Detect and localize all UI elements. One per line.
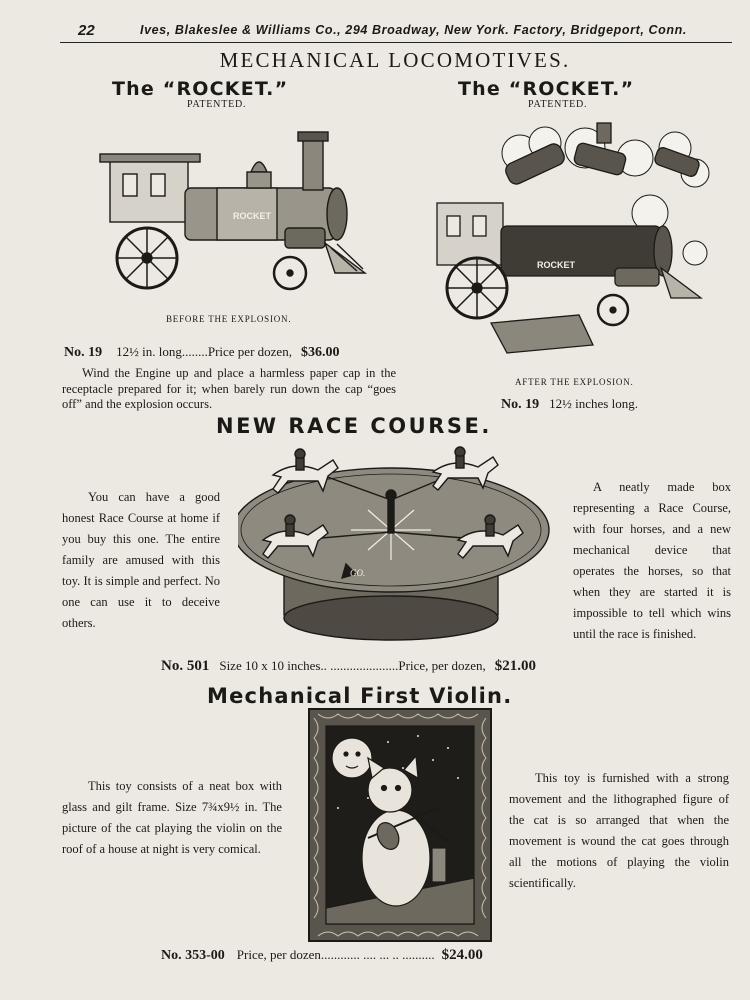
engine-label-left: ROCKET: [233, 211, 271, 221]
item-number: No. 501: [161, 658, 210, 674]
violin-left-text: This toy consists of a neat box with glass and gilt frame. Size 7¾x9½ in. The picture of the cat playing the violin on the roof of a house at night is very comical.: [62, 779, 282, 856]
item-number: No. 19: [501, 397, 540, 412]
item-number: No. 353-00: [161, 948, 225, 963]
page-number: 22: [78, 22, 95, 39]
violin-price-line: [161, 946, 483, 964]
race-course-price-line: [161, 657, 536, 675]
item-price: $24.00: [441, 947, 483, 963]
rocket-description: Wind the Engine up and place a harmless paper cap in the receptacle prepared for it; when barely run down the cap “goes off” and the explosion occurs.: [62, 366, 396, 411]
section-title-locomotives: MECHANICAL LOCOMOTIVES.: [219, 48, 571, 72]
engine-label-right: ROCKET: [537, 260, 575, 270]
violin-right-text: This toy is furnished with a strong movement and the lithographed figure of the cat is so arranged that when the movement is wound the cat goes through all the motions of playing the violin scientifically.: [509, 771, 729, 890]
item-number: No. 19: [64, 345, 103, 360]
rocket-right-title: The “ROCKET.”: [458, 78, 635, 100]
rocket-left-patented: PATENTED.: [187, 99, 247, 110]
violin-cat-illustration: [308, 708, 492, 942]
section-title-violin: Mechanical First Violin.: [207, 684, 513, 708]
item-size: Price, per dozen............ .... ... .. ..........: [236, 947, 435, 962]
section-title-race-course: NEW RACE COURSE.: [216, 414, 492, 438]
race-course-left-text: You can have a good honest Race Course at home if you buy this one. The entire family are amused with this toy. It is simple and perfect. No one can use it to deceive others.: [62, 490, 220, 630]
rocket-right-patented: PATENTED.: [528, 99, 588, 110]
caption-before: BEFORE THE EXPLOSION.: [166, 314, 292, 324]
item-size: 12½ in. long........Price per dozen,: [116, 344, 292, 359]
race-course-right-text: A neatly made box representing a Race Course, with four horses, and a new mechanical device that operates the horses, so that when they are started it is impossible to tell which wins until the race is finished.: [573, 480, 731, 641]
locomotive-before-illustration: [95, 128, 375, 308]
caption-after: AFTER THE EXPLOSION.: [515, 377, 634, 387]
item-size: Size 10 x 10 inches.. .....................Price, per dozen,: [219, 658, 486, 673]
race-course-illustration: [238, 440, 568, 645]
rocket-left-price-line: [64, 343, 339, 361]
page-header: [60, 18, 732, 43]
item-price: $36.00: [300, 345, 340, 360]
publisher-line: Ives, Blakeslee & Williams Co., 294 Broadway, New York. Factory, Bridgeport, Conn.: [140, 23, 687, 37]
rocket-left-title: The “ROCKET.”: [112, 78, 289, 100]
item-size: 12½ inches long.: [549, 396, 638, 411]
go-label: GO.: [350, 568, 366, 578]
item-price: $21.00: [494, 658, 537, 674]
locomotive-after-illustration: [425, 118, 725, 383]
rocket-right-price-line: [501, 395, 638, 413]
